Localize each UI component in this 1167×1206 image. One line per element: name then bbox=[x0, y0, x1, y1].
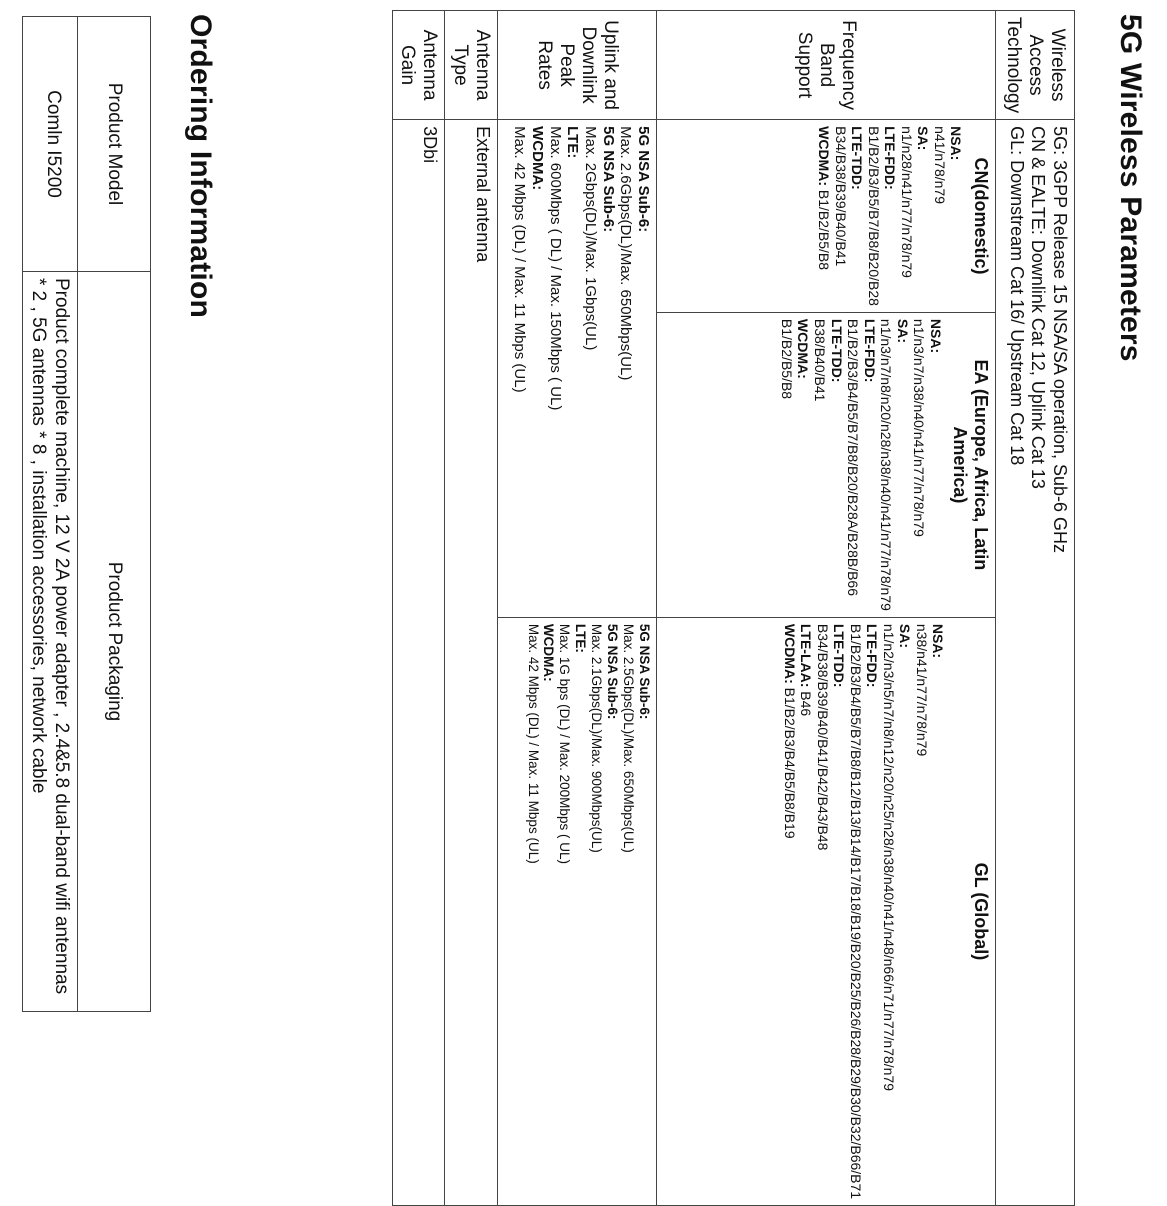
ea-wcdma-value: B1/B2/B5/B8 bbox=[778, 318, 795, 400]
header-product-packaging: Product Packaging bbox=[78, 272, 151, 1012]
freq-gl-header: GL (Global) bbox=[971, 862, 991, 961]
rate-right-d: Max. 42 Mbps (DL) / Max. 11 Mbps (UL) bbox=[525, 623, 541, 864]
gl-nsa-label: NSA: bbox=[930, 623, 947, 659]
gl-fdd-label: LTE-FDD: bbox=[864, 623, 881, 688]
ordering-table bbox=[22, 16, 151, 1012]
cn-fdd-label: LTE-FDD: bbox=[882, 126, 899, 190]
table-row bbox=[22, 17, 77, 1012]
cn-nsa-value: n41/n78/n79 bbox=[931, 126, 948, 204]
freq-cn-header: CN(domestic) bbox=[971, 157, 991, 275]
label-frequency-band: Frequency Band Support bbox=[657, 11, 996, 120]
cn-tdd-label: LTE-TDD: bbox=[849, 126, 866, 190]
cn-sa-label: SA: bbox=[915, 126, 932, 151]
cell-product-packaging: Product complete machine, 12 V 2A power adapter , 2.4&5.8 dual-band wifi antennas * 2 , 5G antennas * 8 , installation accessories, network cable bbox=[22, 272, 77, 1012]
cn-tdd-value: B34/B38/B39/B40/B41 bbox=[832, 126, 849, 267]
gl-sa-label: SA: bbox=[897, 623, 914, 648]
cn-nsa-label: NSA: bbox=[948, 126, 965, 161]
rates-left-cell bbox=[498, 120, 657, 618]
cn-wcdma-value: B1/B2/B5/B8 bbox=[816, 186, 833, 271]
ea-tdd-label: LTE-TDD: bbox=[828, 318, 845, 383]
gl-fdd-value: B1/B2/B3/B4/B5/B7/B8/B12/B13/B14/B17/B18/B19/B20/B25/B26/B28/B29/B30/B32/B66/B71 bbox=[847, 623, 864, 1200]
rates-right-cell bbox=[498, 617, 657, 1205]
rate-left-c: Max. 600Mbps ( DL) / Max. 150Mbps ( UL) bbox=[546, 126, 564, 411]
gl-wcdma-label: WCDMA: bbox=[781, 623, 798, 684]
table-row bbox=[445, 11, 498, 1206]
wireless-line-2: CN & EALTE: Downlink Cat 12, Uplink Cat 13 bbox=[1028, 126, 1049, 489]
table-row bbox=[392, 11, 445, 1206]
gl-laa-label: LTE-LAA: bbox=[798, 623, 815, 688]
label-antenna-gain: Antenna Gain bbox=[392, 11, 445, 120]
rate-right-b: Max. 2.1Gbps(DL)/Max. 900Mbps(UL) bbox=[589, 623, 605, 853]
rate-right-d-label: WCDMA: bbox=[541, 623, 557, 682]
freq-ea-header: EA (Europe, Africa, Latin America) bbox=[950, 359, 991, 571]
ea-nsa-value: n1/n3/n7/n38/n40/n41/n77/n78/n79 bbox=[911, 318, 928, 537]
wireless-line-1: 5G: 3GPP Release 15 NSA/SA operation, Sub-6 GHz bbox=[1050, 126, 1070, 554]
rate-left-b: Max. 2Gbps(DL)/Max. 1Gbps(UL) bbox=[581, 126, 599, 351]
rate-left-c-label: LTE: bbox=[564, 126, 582, 159]
cn-sa-value: n1/n28/n41/n77/n78/n79 bbox=[898, 126, 915, 278]
ea-fdd-value: B1/B2/B3/B4/B5/B7/B8/B20/B28A/B28B/B66 bbox=[845, 318, 862, 597]
table-row bbox=[996, 11, 1075, 1206]
rate-left-b-label: 5G NSA Sub-6: bbox=[599, 126, 617, 233]
ea-tdd-value: B38/B40/B41 bbox=[812, 318, 829, 402]
freq-ea-cell bbox=[657, 312, 996, 617]
freq-gl-cell bbox=[657, 617, 996, 1205]
rate-right-a-label: 5G NSA Sub-6: bbox=[637, 623, 652, 720]
gl-laa-value: B46 bbox=[798, 687, 815, 717]
gl-tdd-value: B34/B38/B39/B40/B41/B42/B43/B48 bbox=[814, 623, 831, 851]
header-product-model: Product Model bbox=[78, 17, 151, 272]
value-wireless-access bbox=[996, 120, 1075, 1206]
table-row bbox=[78, 17, 151, 1012]
rate-right-c: Max. 1G bps (DL) / Max. 200Mbps ( UL) bbox=[557, 623, 573, 864]
rate-left-d: Max. 42 Mbps (DL) / Max. 11 Mbps (UL) bbox=[511, 126, 529, 393]
rate-right-b-label: 5G NSA Sub-6: bbox=[605, 623, 621, 720]
section-title-ordering: Ordering Information bbox=[184, 14, 217, 318]
value-antenna-gain: 3Dbi bbox=[392, 120, 445, 1206]
cn-wcdma-label: WCDMA: bbox=[816, 126, 833, 186]
freq-cn-cell bbox=[657, 120, 996, 313]
label-peak-rates: Uplink and Downlink Peak Rates bbox=[498, 11, 657, 120]
table-row bbox=[498, 11, 657, 1206]
label-antenna-type: Antenna Type bbox=[445, 11, 498, 120]
parameters-table bbox=[392, 10, 1075, 1206]
ea-fdd-label: LTE-FDD: bbox=[861, 318, 878, 383]
rate-left-a-label: 5G NSA Sub-6: bbox=[635, 126, 652, 233]
label-wireless-access: Wireless Access Technology bbox=[996, 11, 1075, 120]
gl-nsa-value: n38/n41/n77/n78/n79 bbox=[913, 623, 930, 757]
table-row bbox=[657, 11, 996, 1206]
cn-fdd-value: B1/B2/B3/B5/B7/B8/B20/B28 bbox=[865, 126, 882, 306]
rate-right-c-label: LTE: bbox=[573, 623, 589, 653]
gl-sa-value: n1/n2/n3/n5/n7/n8/n12/n20/n25/n28/n38/n40/n41/n48/n66/n71/n77/n78/n79 bbox=[880, 623, 897, 1091]
wireless-line-3: GL: Downstream Cat 16/ Upstream Cat 18 bbox=[1006, 126, 1027, 466]
ea-sa-value: n1/n3/n7/n8/n20/n28/n38/n40/n41/n77/n78/n79 bbox=[878, 318, 895, 611]
value-antenna-type: External antenna bbox=[445, 120, 498, 1206]
ea-nsa-label: NSA: bbox=[927, 318, 944, 354]
rate-left-d-label: WCDMA: bbox=[528, 126, 546, 191]
ea-sa-label: SA: bbox=[894, 318, 911, 344]
ea-wcdma-label: WCDMA: bbox=[795, 318, 812, 379]
gl-wcdma-value: B1/B2/B3/B4/B5/B8/B19 bbox=[781, 683, 798, 839]
rate-right-a: Max. 2.5Gbps(DL)/Max. 650Mbps(UL) bbox=[621, 623, 637, 853]
gl-tdd-label: LTE-TDD: bbox=[831, 623, 848, 688]
cell-product-model: Comln I5200 bbox=[22, 17, 77, 272]
rate-left-a: Max. 2.6Gbps(DL)/Max. 650Mbps(UL) bbox=[617, 126, 635, 381]
section-title-5g-parameters: 5G Wireless Parameters bbox=[1114, 14, 1147, 362]
